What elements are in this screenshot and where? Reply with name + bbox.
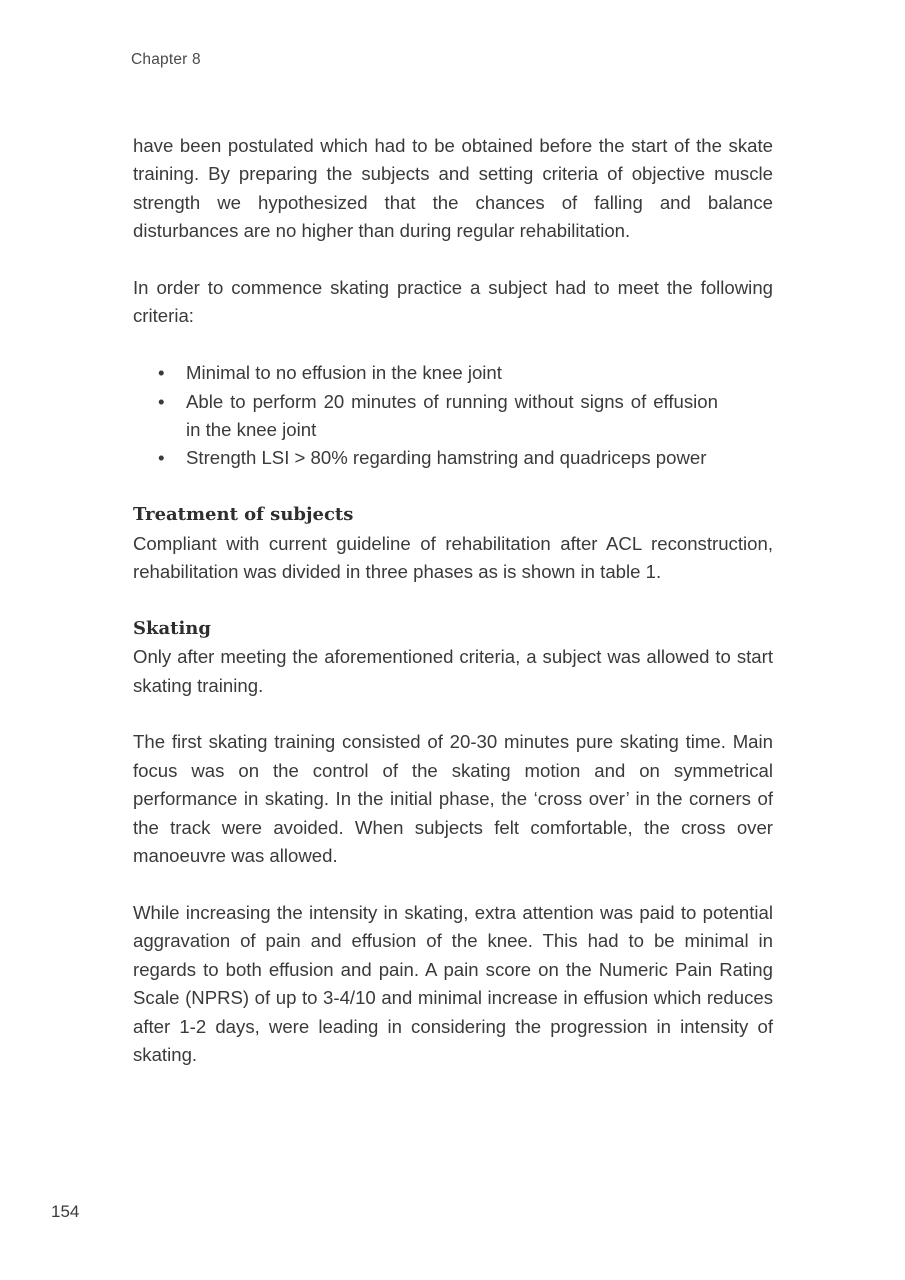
skating-paragraph-1: Only after meeting the aforementioned criteria, a subject was allowed to start skating training. <box>133 646 773 696</box>
section-heading-skating: Skating <box>133 617 211 639</box>
spacer <box>133 700 773 728</box>
section-heading-treatment: Treatment of subjects <box>133 504 354 526</box>
criteria-intro-paragraph: In order to commence skating practice a subject had to meet the following criteria: <box>133 277 773 327</box>
list-item <box>158 359 718 387</box>
spacer <box>133 473 773 501</box>
skating-paragraph-3: While increasing the intensity in skating, extra attention was paid to potential aggravation of pain and effusion of the knee. This had to be minimal in regards to both effusion and pain. A pain score on the Numeric Pain Rating Scale (NPRS) of up to 3-4/10 and minimal increase in effusion which reduces after 1-2 days, were leading in considering the progression in intensity of skating. <box>133 901 773 1065</box>
list-item <box>158 388 718 445</box>
list-item-text: Able to perform 20 minutes of running without signs of effusion in the knee joint <box>186 390 718 441</box>
bullet-icon: • <box>158 447 165 469</box>
page-body <box>133 132 773 1069</box>
bullet-icon: • <box>158 362 165 384</box>
list-item-text: Minimal to no effusion in the knee joint <box>186 362 502 384</box>
criteria-list <box>133 359 718 473</box>
spacer <box>133 586 773 614</box>
page-number: 154 <box>51 1202 80 1221</box>
spacer <box>133 331 773 359</box>
treatment-paragraph: Compliant with current guideline of rehabilitation after ACL reconstruction, rehabilitation was divided in three phases as is shown in table 1. <box>133 532 773 583</box>
spacer <box>133 870 773 898</box>
list-item <box>158 444 718 472</box>
bullet-icon: • <box>158 390 165 412</box>
skating-paragraph-2: The first skating training consisted of 20-30 minutes pure skating time. Main focus was on the control of the skating motion and on symmetrical performance in skating. In the initial phase, the ‘cross over’ in the corners of the track were avoided. When subjects felt comfortable, the cross over manoeuvre was allowed. <box>133 731 773 867</box>
spacer <box>133 246 773 274</box>
intro-paragraph: have been postulated which had to be obtained before the start of the skate training. By preparing the subjects and setting criteria of objective muscle strength we hypothesized that the chances of falling and balance disturbances are no higher than during regular rehabilitation. <box>133 135 773 242</box>
list-item-text: Strength LSI > 80% regarding hamstring and quadriceps power <box>186 447 707 469</box>
running-header: Chapter 8 <box>131 51 201 68</box>
